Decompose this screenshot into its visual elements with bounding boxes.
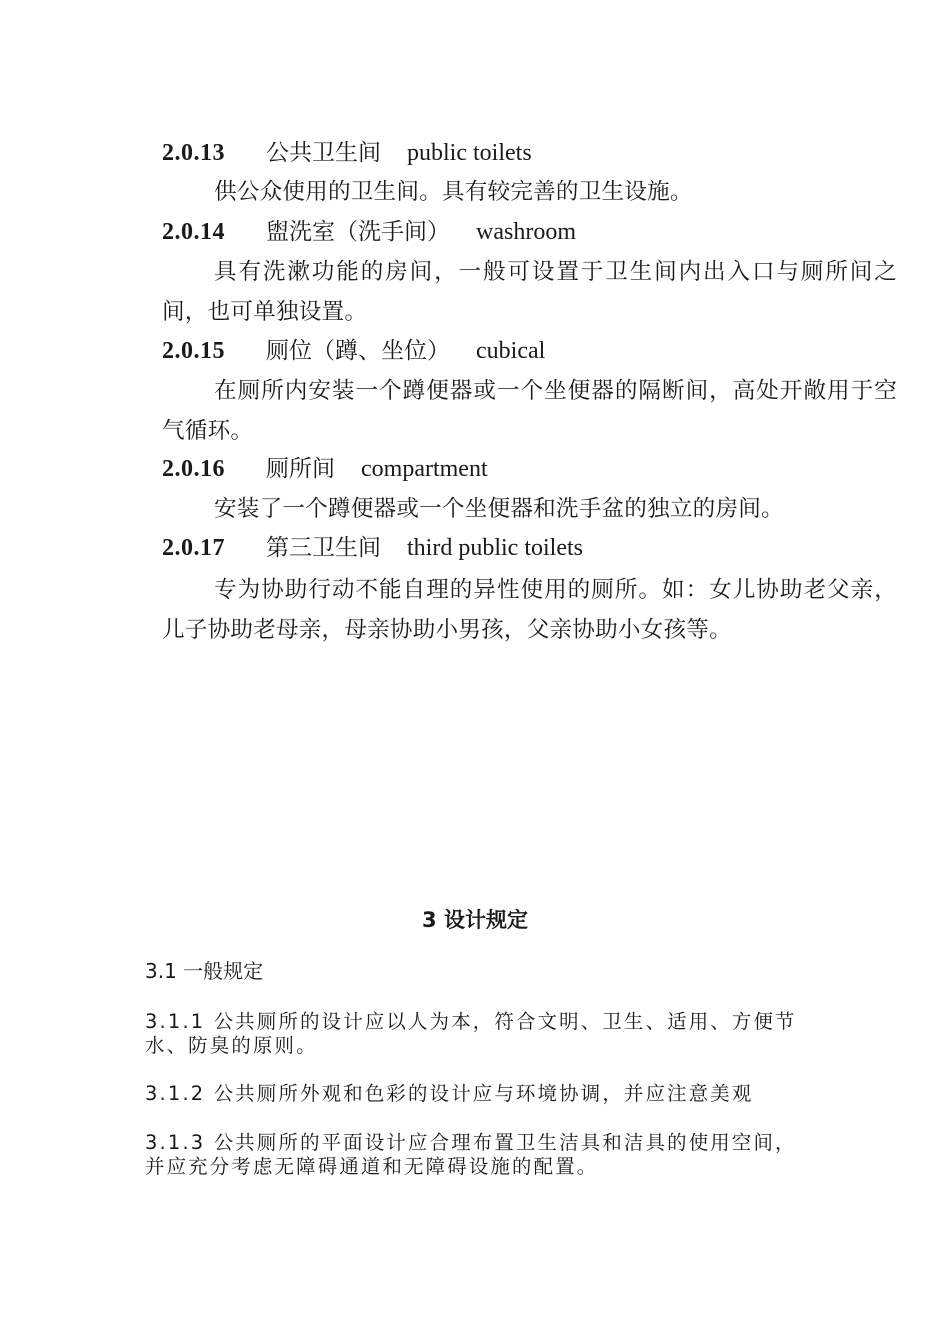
term-chinese: 厕所间 <box>266 456 335 482</box>
term-english: third public toilets <box>407 535 583 561</box>
term-definition-2-0-13: 供公众使用的卫生间。具有较完善的卫生设施。 <box>214 179 693 205</box>
term-heading-2-0-16 <box>162 450 488 486</box>
section-title: 3 设计规定 <box>422 908 528 932</box>
term-heading-2-0-13 <box>162 134 532 170</box>
clause-3-1-3: 3.1.3 公共厕所的平面设计应合理布置卫生洁具和洁具的使用空间，并应充分考虑无障碍通道和无障碍设施的配置。 <box>145 1131 797 1178</box>
term-number: 2.0.15 <box>162 338 225 364</box>
term-english: compartment <box>361 456 488 482</box>
term-english: cubical <box>476 338 546 364</box>
term-english: washroom <box>476 219 576 245</box>
term-definition-2-0-17: 专为协助行动不能自理的异性使用的厕所。如：女儿协助老父亲，儿子协助老母亲，母亲协助小男孩，父亲协助小女孩等。 <box>162 577 897 643</box>
term-heading-2-0-14 <box>162 213 576 249</box>
term-number: 2.0.16 <box>162 456 225 482</box>
clause-3-1-2: 3.1.2 公共厕所外观和色彩的设计应与环境协调，并应注意美观 <box>145 1082 754 1105</box>
term-chinese: 公共卫生间 <box>266 140 381 166</box>
subsection-title: 3.1 一般规定 <box>145 959 264 983</box>
term-heading-2-0-15 <box>162 332 545 368</box>
term-chinese: 第三卫生间 <box>266 535 381 561</box>
term-number: 2.0.13 <box>162 140 225 166</box>
clause-3-1-1: 3.1.1 公共厕所的设计应以人为本，符合文明、卫生、适用、方便节水、防臭的原则。 <box>145 1010 797 1057</box>
term-chinese: 盥洗室（洗手间） <box>266 219 450 245</box>
term-number: 2.0.17 <box>162 535 225 561</box>
term-number: 2.0.14 <box>162 219 225 245</box>
term-chinese: 厕位（蹲、坐位） <box>266 338 450 364</box>
term-definition-2-0-14: 具有洗漱功能的房间，一般可设置于卫生间内出入口与厕所间之间，也可单独设置。 <box>162 259 897 325</box>
term-definition-2-0-16: 安装了一个蹲便器或一个坐便器和洗手盆的独立的房间。 <box>214 496 784 522</box>
term-definition-2-0-15: 在厕所内安装一个蹲便器或一个坐便器的隔断间，高处开敞用于空气循环。 <box>162 378 897 444</box>
term-heading-2-0-17 <box>162 529 583 565</box>
term-english: public toilets <box>407 140 532 166</box>
